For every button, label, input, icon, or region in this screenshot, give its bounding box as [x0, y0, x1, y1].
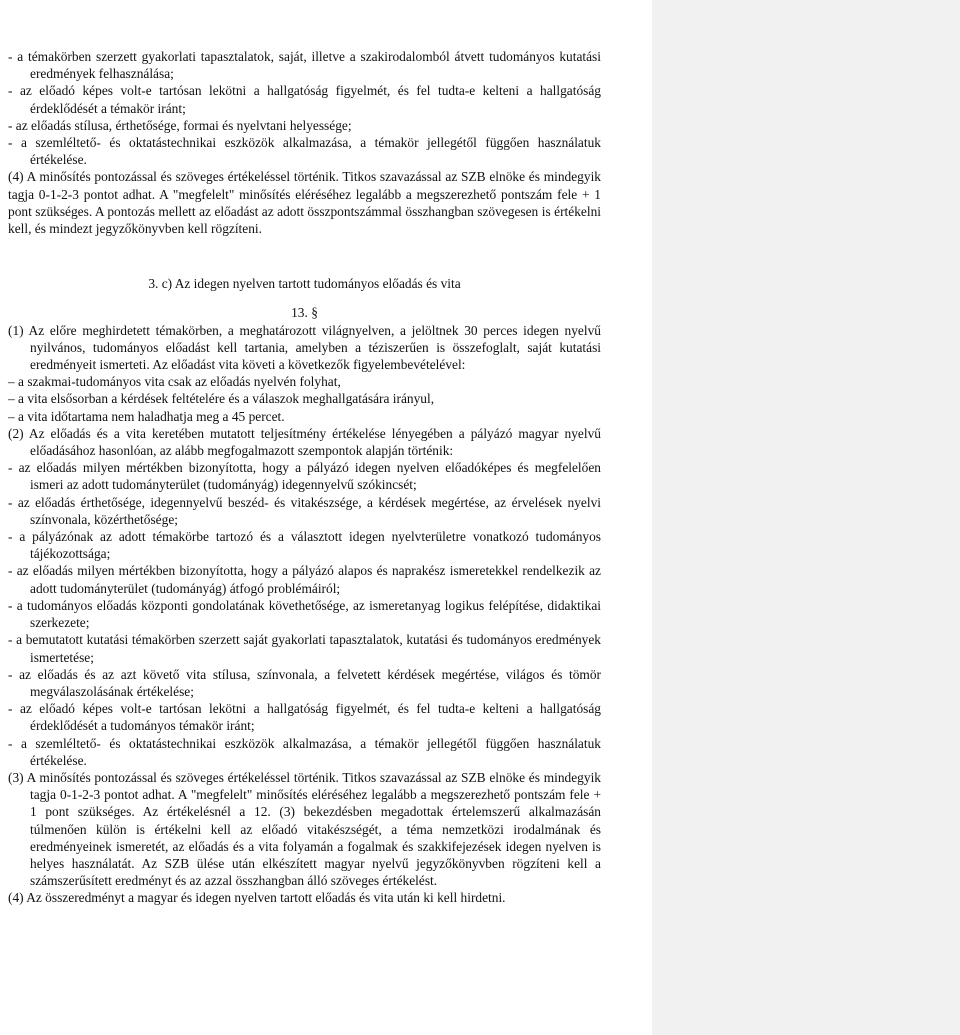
criteria-item: - a tudományos előadás központi gondolatának követhetősége, az ismeretanyag logikus felépítése, didaktikai szerkezete;: [8, 597, 601, 631]
criteria-item: - a szemléltető- és oktatástechnikai eszközök alkalmazása, a témakör jellegétől függően használatuk értékelése.: [8, 135, 601, 168]
criteria-item: - az előadás milyen mértékben bizonyította, hogy a pályázó idegen nyelven előadóképes és megfelelően ismeri az adott tudományterület (tudományág) idegennyelvű szókincsét;: [8, 460, 601, 493]
paragraph-4-top: (4) A minősítés pontozással és szöveges értékeléssel történik. Titkos szavazással az SZB elnöke és mindegyik tagja 0-1-2-3 pontot adhat. A "megfelelt" minősítés eléréséhez legalább a megszerezhető pontszám fele + 1 pont szükséges. A pontozás mellett az előadást az adott összpontszámmal összhangban szövegesen is értékelni kell, és mindezt jegyzőkönyvben kell rögzíteni.: [8, 169, 601, 237]
dash-item: – a szakmai-tudományos vita csak az előadás nyelvén folyhat,: [8, 374, 341, 390]
criteria-item: - az előadó képes volt-e tartósan lekötni a hallgatóság figyelmét, és fel tudta-e kelteni a hallgatóság érdeklődését a témakör iránt;: [8, 83, 601, 116]
criteria-item: - a szemléltető- és oktatástechnikai eszközök alkalmazása, a témakör jellegétől függően használatuk értékelése.: [8, 735, 601, 768]
paragraph-1: (1) Az előre meghirdetett témakörben, a meghatározott világnyelven, a jelöltnek 30 perces idegen nyelvű nyilvános, tudományos előadást kell tartania, amelyben a téziszerűen is összefoglalt, saját kutatási eredményeit ismerteti. Az előadást vita követi a következők figyelembevételével:: [8, 322, 601, 373]
criteria-item: - a pályázónak az adott témakörbe tartozó és a választott idegen nyelvterületre vonatkozó tudományos tájékozottsága;: [8, 529, 601, 562]
section-number-text: 13.: [291, 305, 308, 321]
criteria-item: - az előadás stílusa, érthetősége, formai és nyelvtani helyessége;: [8, 117, 352, 133]
section-number: [8, 304, 601, 321]
criteria-item: - az előadás milyen mértékben bizonyította, hogy a pályázó alapos és naprakész ismeretekkel rendelkezik az adott tudományterület (tudományág) átfogó problémáiról;: [8, 563, 601, 596]
document-content: [8, 48, 601, 907]
criteria-item: - a témakörben szerzett gyakorlati tapasztalatok, saját, illetve a szakirodalomból átvett tudományos kutatási eredmények felhasználása;: [8, 49, 601, 82]
criteria-item: - az előadás és az azt követő vita stílusa, színvonala, a felvetett kérdések megértése, világos és tömör megválaszolásának értékelése;: [8, 666, 601, 699]
section-title: 3. c) Az idegen nyelven tartott tudományos előadás és vita: [148, 276, 461, 292]
dash-item: – a vita elsősorban a kérdések feltételére és a válaszok meghallgatására irányul,: [8, 391, 435, 407]
comment-margin: [652, 0, 960, 1035]
paragraph-mark: §: [311, 305, 318, 321]
paragraph-4: (4) Az összeredményt a magyar és idegen nyelven tartott előadás és vita után ki kell hirdetni.: [8, 890, 506, 906]
paragraph-3: (3) A minősítés pontozással és szöveges értékeléssel történik. Titkos szavazással az SZB elnöke és mindegyik tagja 0-1-2-3 pontot adhat. A "megfelelt" minősítés eléréséhez legalább a megszerezhető pontszám fele + 1 pont szükséges. Az értékelésnél a 12. (3) bekezdésben megadottak értelemszerű alkalmazásán túlmenően külön is értékelni kell az előadó vitakészségét, a téma nemzetközi irodalmának és eredményeinek ismeretét, az előadás és a vita folyamán a fogalmak és szakkifejezések idegen nyelven is helyes használatát. Az SZB ülése után elkészített magyar nyelvű jegyzőkönyvben rögzíteni kell a számszerűsített eredményt és az azzal összhangban álló szöveges értékelést.: [8, 769, 601, 889]
dash-item: – a vita időtartama nem haladhatja meg a 45 percet.: [8, 408, 285, 424]
criteria-item: - a bemutatott kutatási témakörben szerzett saját gyakorlati tapasztalatok, kutatási és tudományos eredmények ismertetése;: [8, 632, 601, 665]
paragraph-2: (2) Az előadás és a vita keretében mutatott teljesítmény értékelése lényegében a pályázó magyar nyelvű előadásához hasonlóan, az alább megfogalmazott szempontok alapján történik:: [8, 425, 601, 459]
criteria-item: - az előadás érthetősége, idegennyelvű beszéd- és vitakészsége, a kérdések megértése, az érvelések nyelvi színvonala, közérthetősége;: [8, 494, 601, 527]
criteria-item: - az előadó képes volt-e tartósan lekötni a hallgatóság figyelmét, és fel tudta-e kelteni a hallgatóság érdeklődését a tudományos témakör iránt;: [8, 701, 601, 734]
